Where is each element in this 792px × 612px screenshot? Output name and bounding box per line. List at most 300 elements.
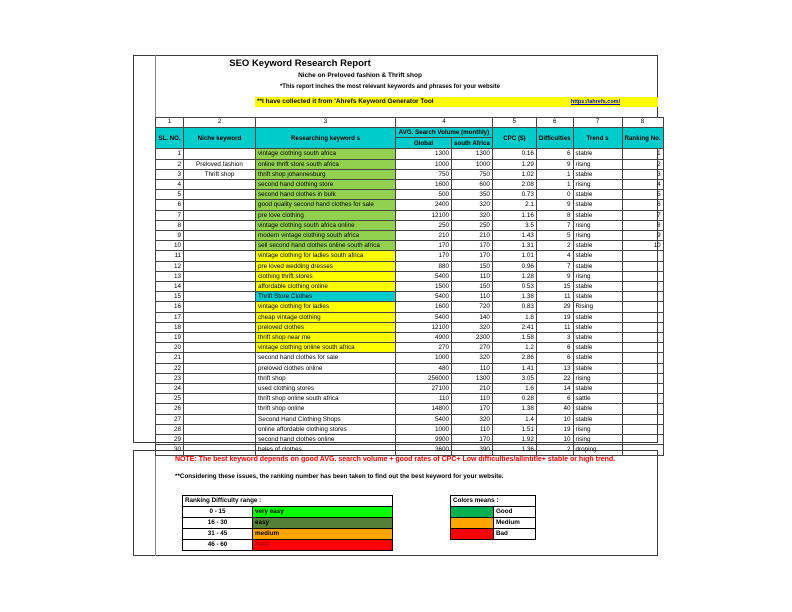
cell-researching-keyword: sell second hand clothes online south africa	[256, 241, 396, 251]
range-value: 31 - 45	[183, 529, 253, 540]
cell-researching-keyword: preloved clothes online	[256, 364, 396, 374]
cell-researching-keyword: second hand clothes online	[256, 435, 396, 445]
table-row	[156, 374, 664, 384]
table-row	[156, 231, 664, 241]
cell-ranking-no	[623, 333, 664, 343]
cell-cpc: 0.83	[493, 302, 537, 312]
cell-researching-keyword: second hand clothes for sale	[256, 353, 396, 363]
cell-difficulty: 7	[537, 221, 574, 231]
header-niche-keyword: Niche keyword	[184, 128, 256, 149]
cell-global-volume: 5400	[396, 415, 452, 425]
cell-cpc: 3.05	[493, 374, 537, 384]
cell-cpc: 0.73	[493, 190, 537, 200]
cell-global-volume: 270	[396, 343, 452, 353]
cell-cpc: 1.38	[493, 292, 537, 302]
cell-niche-keyword	[184, 364, 256, 374]
cell-south-africa-volume: 320	[452, 353, 493, 363]
cell-niche-keyword	[184, 323, 256, 333]
cell-cpc: 0.16	[493, 149, 537, 159]
cell-cpc: 0.53	[493, 282, 537, 292]
cell-niche-keyword	[184, 282, 256, 292]
cell-niche-keyword	[184, 415, 256, 425]
cell-south-africa-volume: 320	[452, 323, 493, 333]
cell-global-volume: 12100	[396, 211, 452, 221]
ranking-difficulty-table	[182, 495, 393, 551]
cell-researching-keyword: good quality second hand clothes for sale	[256, 200, 396, 210]
cell-sl-no: 9	[156, 231, 184, 241]
cell-difficulty: 6	[537, 353, 574, 363]
cell-researching-keyword: vintage clothing for ladies south africa	[256, 251, 396, 261]
ranking-difficulty-title: Ranking Difficulty range :	[183, 496, 393, 507]
cell-sl-no: 7	[156, 211, 184, 221]
cell-cpc: 2.86	[493, 353, 537, 363]
cell-sl-no: 23	[156, 374, 184, 384]
col-number-5: 5	[493, 118, 537, 128]
cell-sl-no: 25	[156, 394, 184, 404]
col-number-3: 3	[256, 118, 396, 128]
cell-trend: stable	[574, 313, 623, 323]
table-row	[156, 302, 664, 312]
keyword-table-body	[156, 149, 664, 455]
table-row	[156, 221, 664, 231]
table-row	[156, 394, 664, 404]
cell-trend: stable	[574, 292, 623, 302]
cell-niche-keyword	[184, 180, 256, 190]
cell-trend: stable	[574, 384, 623, 394]
cell-global-volume: 4900	[396, 333, 452, 343]
cell-niche-keyword	[184, 200, 256, 210]
cell-ranking-no	[623, 343, 664, 353]
cell-researching-keyword: second hand clothing store	[256, 180, 396, 190]
cell-niche-keyword	[184, 241, 256, 251]
cell-sl-no: 17	[156, 313, 184, 323]
header-trends: Trend s	[574, 128, 623, 149]
cell-ranking-no	[623, 251, 664, 261]
cell-cpc: 1.41	[493, 364, 537, 374]
cell-difficulty: 22	[537, 374, 574, 384]
cell-difficulty: 10	[537, 415, 574, 425]
cell-researching-keyword: clothing thrift stores	[256, 272, 396, 282]
cell-niche-keyword	[184, 374, 256, 384]
cell-difficulty: 9	[537, 272, 574, 282]
cell-ranking-no	[623, 374, 664, 384]
cell-ranking-no	[623, 262, 664, 272]
cell-trend: rising	[574, 221, 623, 231]
table-row	[156, 282, 664, 292]
header-difficulties: Difficulties	[537, 128, 574, 149]
cell-cpc: 3.5	[493, 221, 537, 231]
table-row	[156, 200, 664, 210]
cell-ranking-no	[623, 425, 664, 435]
range-value: 46 - 60	[183, 540, 253, 551]
cell-cpc: 1.16	[493, 211, 537, 221]
cell-sl-no: 14	[156, 282, 184, 292]
col-number-1: 1	[156, 118, 184, 128]
table-row	[156, 160, 664, 170]
cell-cpc: 2.41	[493, 323, 537, 333]
table-row	[156, 384, 664, 394]
table-row	[156, 313, 664, 323]
cell-trend: stable	[574, 211, 623, 221]
cell-niche-keyword	[184, 262, 256, 272]
cell-ranking-no	[623, 272, 664, 282]
cell-sl-no: 12	[156, 262, 184, 272]
cell-niche-keyword: Preloved fashion	[184, 160, 256, 170]
cell-cpc: 1.02	[493, 170, 537, 180]
cell-trend: Rising	[574, 302, 623, 312]
cell-difficulty: 10	[537, 435, 574, 445]
cell-trend: stable	[574, 333, 623, 343]
table-row	[156, 435, 664, 445]
table-row	[156, 251, 664, 261]
cell-niche-keyword	[184, 272, 256, 282]
cell-cpc: 0.28	[493, 394, 537, 404]
cell-difficulty: 1	[537, 180, 574, 190]
table-row	[156, 333, 664, 343]
cell-difficulty: 2	[537, 445, 574, 455]
cell-sl-no: 10	[156, 241, 184, 251]
colors-row-medium	[451, 518, 536, 529]
cell-global-volume: 5400	[396, 313, 452, 323]
cell-south-africa-volume: 2300	[452, 333, 493, 343]
table-row	[156, 404, 664, 414]
cell-difficulty: 6	[537, 149, 574, 159]
cell-niche-keyword	[184, 384, 256, 394]
cell-cpc: 1.29	[493, 160, 537, 170]
cell-cpc: 2.1	[493, 200, 537, 210]
col-number-6: 6	[537, 118, 574, 128]
cell-ranking-no: 7	[623, 211, 664, 221]
range-label: easy	[253, 518, 393, 529]
cell-sl-no: 24	[156, 384, 184, 394]
cell-researching-keyword: vintage clothing online south africa	[256, 343, 396, 353]
cell-difficulty: 3	[537, 333, 574, 343]
cell-difficulty: 0	[537, 190, 574, 200]
cell-south-africa-volume: 170	[452, 404, 493, 414]
source-highlight-band	[255, 97, 658, 107]
cell-south-africa-volume: 140	[452, 313, 493, 323]
cell-south-africa-volume: 110	[452, 394, 493, 404]
color-label: Medium	[494, 518, 536, 529]
cell-sl-no: 5	[156, 190, 184, 200]
colors-means-title: Colors means :	[451, 496, 536, 507]
cell-ranking-no	[623, 364, 664, 374]
header-sl-no: SL. NO.	[156, 128, 184, 149]
cell-trend: stable	[574, 404, 623, 414]
cell-researching-keyword: cheap vintage clothing	[256, 313, 396, 323]
cell-researching-keyword: pre love clothing	[256, 211, 396, 221]
cell-ranking-no: 8	[623, 221, 664, 231]
cell-trend: rising	[574, 180, 623, 190]
cell-sl-no: 18	[156, 323, 184, 333]
ranking-row-medium	[183, 529, 393, 540]
cell-niche-keyword	[184, 211, 256, 221]
cell-researching-keyword: modern vintage clothing south africa	[256, 231, 396, 241]
header-avg-search-volume: AVG. Search Volume (monthly)	[396, 128, 493, 138]
cell-trend: stable	[574, 149, 623, 159]
cell-trend: droping	[574, 445, 623, 455]
cell-ranking-no	[623, 302, 664, 312]
cell-sl-no: 26	[156, 404, 184, 414]
note-main: NOTE: The best keyword depends on good AVG. search volume + good rates of CPC+ Low difficulties/allintitle+ stable or high trend.	[175, 456, 616, 463]
table-row	[156, 180, 664, 190]
cell-ranking-no	[623, 292, 664, 302]
cell-south-africa-volume: 110	[452, 364, 493, 374]
cell-ranking-no: 4	[623, 180, 664, 190]
cell-global-volume: 1500	[396, 282, 452, 292]
cell-niche-keyword	[184, 221, 256, 231]
cell-sl-no: 8	[156, 221, 184, 231]
cell-cpc: 1.8	[493, 313, 537, 323]
keyword-research-table	[155, 117, 664, 456]
cell-researching-keyword: thrift shop online	[256, 404, 396, 414]
cell-cpc: 1.36	[493, 445, 537, 455]
cell-south-africa-volume: 150	[452, 282, 493, 292]
cell-researching-keyword: pre loved wedding dresses	[256, 262, 396, 272]
cell-researching-keyword: bales of clothes	[256, 445, 396, 455]
ranking-row-hard	[183, 540, 393, 551]
colors-row-good	[451, 507, 536, 518]
cell-trend: stable	[574, 200, 623, 210]
cell-trend: stable	[574, 251, 623, 261]
cell-niche-keyword	[184, 302, 256, 312]
cell-south-africa-volume: 750	[452, 170, 493, 180]
cell-global-volume: 1000	[396, 425, 452, 435]
cell-global-volume: 9900	[396, 435, 452, 445]
cell-researching-keyword: vintage clothing south africa online	[256, 221, 396, 231]
report-description: *This report inches the most relevant keywords and phrases for your website	[279, 84, 501, 90]
cell-sl-no: 13	[156, 272, 184, 282]
cell-south-africa-volume: 170	[452, 251, 493, 261]
cell-south-africa-volume: 600	[452, 180, 493, 190]
cell-difficulty: 15	[537, 282, 574, 292]
colors-means-table	[450, 495, 536, 540]
cell-cpc: 1.43	[493, 231, 537, 241]
cell-ranking-no	[623, 353, 664, 363]
cell-niche-keyword: Thrift shop	[184, 170, 256, 180]
table-row	[156, 425, 664, 435]
cell-researching-keyword: Thrift Store Clothes	[256, 292, 396, 302]
cell-trend: stable	[574, 415, 623, 425]
table-row	[156, 262, 664, 272]
cell-difficulty: 13	[537, 364, 574, 374]
col-number-8: 8	[623, 118, 664, 128]
cell-global-volume: 1000	[396, 353, 452, 363]
cell-ranking-no	[623, 282, 664, 292]
color-label: Bad	[494, 529, 536, 540]
cell-difficulty: 19	[537, 425, 574, 435]
cell-sl-no: 3	[156, 170, 184, 180]
cell-sl-no: 6	[156, 200, 184, 210]
cell-difficulty: 2	[537, 241, 574, 251]
cell-cpc: 1.01	[493, 251, 537, 261]
cell-niche-keyword	[184, 231, 256, 241]
cell-south-africa-volume: 110	[452, 425, 493, 435]
cell-ranking-no: 6	[623, 200, 664, 210]
cell-sl-no: 21	[156, 353, 184, 363]
table-row	[156, 170, 664, 180]
cell-cpc: 2.08	[493, 180, 537, 190]
cell-niche-keyword	[184, 190, 256, 200]
range-label: medium	[253, 529, 393, 540]
table-row	[156, 323, 664, 333]
cell-south-africa-volume: 150	[452, 262, 493, 272]
cell-south-africa-volume: 350	[452, 190, 493, 200]
cell-difficulty: 11	[537, 323, 574, 333]
cell-niche-keyword	[184, 445, 256, 455]
cell-south-africa-volume: 210	[452, 384, 493, 394]
cell-difficulty: 29	[537, 302, 574, 312]
range-value: 0 - 15	[183, 507, 253, 518]
cell-trend: stable	[574, 364, 623, 374]
cell-difficulty: 19	[537, 313, 574, 323]
cell-niche-keyword	[184, 292, 256, 302]
cell-trend: stable	[574, 190, 623, 200]
cell-global-volume: 256000	[396, 374, 452, 384]
cell-south-africa-volume: 1300	[452, 374, 493, 384]
cell-difficulty: 8	[537, 211, 574, 221]
ranking-row-very-easy	[183, 507, 393, 518]
cell-global-volume: 1000	[396, 160, 452, 170]
cell-south-africa-volume: 320	[452, 415, 493, 425]
cell-south-africa-volume: 1000	[452, 160, 493, 170]
cell-trend: rising	[574, 435, 623, 445]
range-label: very easy	[253, 507, 393, 518]
cell-niche-keyword	[184, 343, 256, 353]
cell-global-volume: 12100	[396, 323, 452, 333]
source-note: **I have collected it from 'Ahrefs Keyword Generator Tool	[257, 98, 434, 105]
note-secondary: **Considering these issues, the ranking number has been taken to find out the best keyword for your website.	[175, 473, 504, 480]
cell-ranking-no: 3	[623, 170, 664, 180]
cell-sl-no: 27	[156, 415, 184, 425]
cell-global-volume: 1600	[396, 180, 452, 190]
cell-niche-keyword	[184, 313, 256, 323]
cell-global-volume: 210	[396, 231, 452, 241]
cell-researching-keyword: affordable clothing online	[256, 282, 396, 292]
color-label: Good	[494, 507, 536, 518]
cell-cpc: 1.58	[493, 333, 537, 343]
cell-south-africa-volume: 170	[452, 241, 493, 251]
cell-cpc: 1.2	[493, 343, 537, 353]
cell-global-volume: 110	[396, 394, 452, 404]
header-cpc: CPC ($)	[493, 128, 537, 149]
cell-researching-keyword: vintage clothing for ladies	[256, 302, 396, 312]
cell-researching-keyword: thrift shop	[256, 374, 396, 384]
table-row	[156, 415, 664, 425]
cell-sl-no: 22	[156, 364, 184, 374]
cell-sl-no: 28	[156, 425, 184, 435]
cell-cpc: 1.38	[493, 404, 537, 414]
table-row	[156, 272, 664, 282]
cell-niche-keyword	[184, 404, 256, 414]
cell-trend: rising	[574, 425, 623, 435]
cell-difficulty: 6	[537, 394, 574, 404]
cell-south-africa-volume: 320	[452, 200, 493, 210]
cell-trend: stable	[574, 353, 623, 363]
cell-ranking-no	[623, 404, 664, 414]
cell-south-africa-volume: 1300	[452, 149, 493, 159]
cell-researching-keyword: used clothing stores	[256, 384, 396, 394]
medium-color-swatch	[451, 518, 494, 529]
cell-niche-keyword	[184, 333, 256, 343]
range-label: hard	[253, 540, 393, 551]
cell-researching-keyword: vintage clothing south africa	[256, 149, 396, 159]
cell-trend: stable	[574, 282, 623, 292]
cell-difficulty: 9	[537, 160, 574, 170]
cell-south-africa-volume: 250	[452, 221, 493, 231]
cell-trend: stable	[574, 241, 623, 251]
left-gutter-line-bottom	[155, 450, 156, 556]
cell-difficulty: 4	[537, 251, 574, 261]
cell-sl-no: 1	[156, 149, 184, 159]
cell-niche-keyword	[184, 435, 256, 445]
cell-south-africa-volume: 720	[452, 302, 493, 312]
cell-trend: sattle	[574, 394, 623, 404]
cell-cpc: 1.51	[493, 425, 537, 435]
cell-cpc: 1.31	[493, 241, 537, 251]
ranking-row-easy	[183, 518, 393, 529]
table-row	[156, 353, 664, 363]
cell-difficulty: 11	[537, 292, 574, 302]
cell-sl-no: 15	[156, 292, 184, 302]
cell-trend: stable	[574, 343, 623, 353]
header-south-africa: south Africa	[452, 138, 493, 149]
cell-researching-keyword: Second Hand Clothing Shops	[256, 415, 396, 425]
cell-researching-keyword: thrift shop online south africa	[256, 394, 396, 404]
cell-difficulty: 5	[537, 231, 574, 241]
cell-global-volume: 250	[396, 221, 452, 231]
column-number-row	[156, 118, 664, 128]
cell-difficulty: 14	[537, 384, 574, 394]
cell-south-africa-volume: 320	[452, 211, 493, 221]
cell-global-volume: 880	[396, 262, 452, 272]
cell-cpc: 1.28	[493, 272, 537, 282]
cell-trend: rising	[574, 231, 623, 241]
cell-researching-keyword: thrift shop near me	[256, 333, 396, 343]
cell-niche-keyword	[184, 353, 256, 363]
table-row	[156, 190, 664, 200]
cell-niche-keyword	[184, 149, 256, 159]
cell-south-africa-volume: 390	[452, 445, 493, 455]
cell-trend: rising	[574, 374, 623, 384]
cell-global-volume: 5400	[396, 292, 452, 302]
cell-niche-keyword	[184, 425, 256, 435]
cell-south-africa-volume: 170	[452, 435, 493, 445]
col-number-7: 7	[574, 118, 623, 128]
cell-ranking-no	[623, 415, 664, 425]
cell-trend: stable	[574, 323, 623, 333]
cell-global-volume: 3600	[396, 445, 452, 455]
cell-cpc: 1.6	[493, 384, 537, 394]
ahrefs-link[interactable]: https://ahrefs.com/	[570, 99, 621, 105]
cell-niche-keyword	[184, 251, 256, 261]
ranking-difficulty-header-row	[183, 496, 393, 507]
cell-sl-no: 20	[156, 343, 184, 353]
cell-south-africa-volume: 270	[452, 343, 493, 353]
cell-ranking-no	[623, 394, 664, 404]
col-number-4: 4	[396, 118, 493, 128]
cell-ranking-no: 2	[623, 160, 664, 170]
cell-south-africa-volume: 110	[452, 272, 493, 282]
cell-researching-keyword: thrift shop johannesburg	[256, 170, 396, 180]
table-row	[156, 445, 664, 455]
cell-ranking-no	[623, 384, 664, 394]
cell-sl-no: 30	[156, 445, 184, 455]
cell-sl-no: 19	[156, 333, 184, 343]
cell-niche-keyword	[184, 394, 256, 404]
cell-researching-keyword: preloved clothes	[256, 323, 396, 333]
cell-global-volume: 170	[396, 241, 452, 251]
